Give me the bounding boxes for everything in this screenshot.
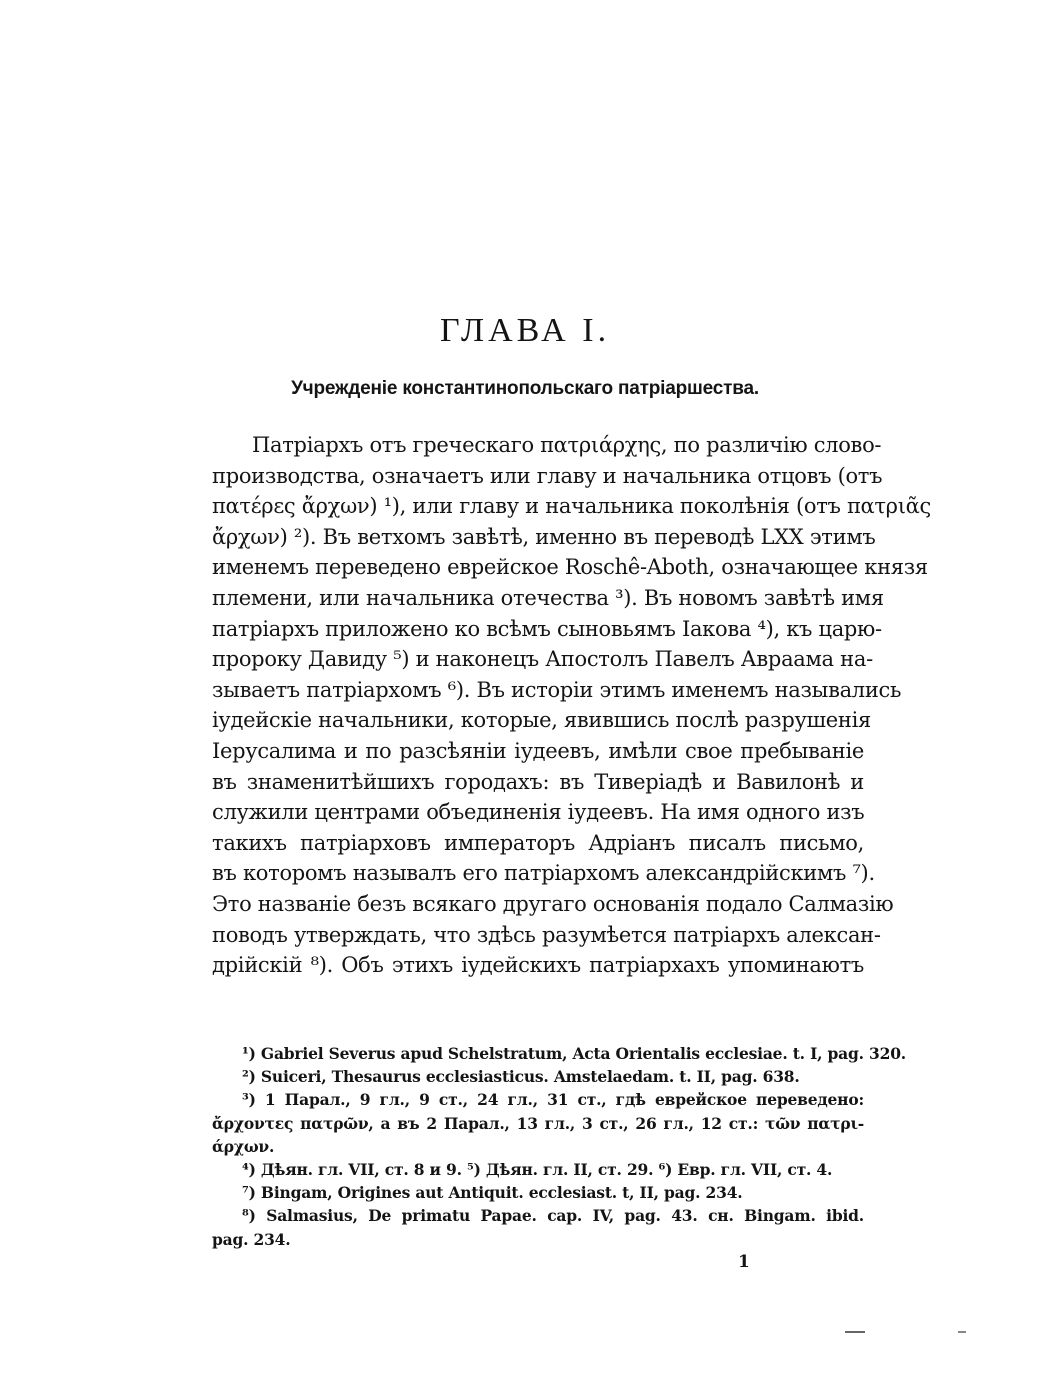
footnote-line: ἄρχοντες πατρῶν, а въ 2 Парал., 13 гл., 3 ст., 26 гл., 12 ст.: τῶν πατρι- bbox=[212, 1113, 864, 1133]
scan-artifact bbox=[958, 1331, 966, 1333]
body-line: производства, означаетъ или главу и начальника отцовъ (отъ bbox=[212, 463, 883, 488]
body-text bbox=[212, 430, 931, 981]
body-line: патріархъ приложено ко всѣмъ сыновьямъ Іакова ⁴), къ царю- bbox=[212, 616, 882, 641]
body-line: именемъ переведено еврейское Roschê-Aboth, означающее князя bbox=[212, 555, 928, 580]
footnote-line: ²) Suiceri, Thesaurus ecclesiasticus. Amstelaedam. t. II, pag. 638. bbox=[242, 1067, 800, 1087]
footnote-line: pag. 234. bbox=[212, 1229, 291, 1249]
footnote-line: ⁴) Дѣян. гл. VII, ст. 8 и 9. ⁵) Дѣян. гл. II, ст. 29. ⁶) Евр. гл. VII, ст. 4. bbox=[242, 1159, 833, 1179]
body-line: зываетъ патріархомъ ⁶). Въ исторіи этимъ именемъ назывались bbox=[212, 677, 902, 702]
body-line: пророку Давиду ⁵) и наконецъ Апостолъ Павелъ Авраама на- bbox=[212, 647, 873, 672]
body-line: Это названіе безъ всякаго другаго основанія подало Салмазію bbox=[212, 891, 894, 916]
body-line: поводъ утверждать, что здѣсь разумѣется патріархъ алексан- bbox=[212, 922, 881, 947]
footnote-line: ⁷) Bingam, Origines aut Antiquit. ecclesiast. t, II, pag. 234. bbox=[242, 1183, 743, 1203]
body-line: Іерусалима и по разсѣяніи іудеевъ, имѣли свое пребываніе bbox=[212, 738, 864, 763]
footnote-line: ¹) Gabriel Severus apud Schelstratum, Acta Orientalis ecclesiae. t. I, pag. 320. bbox=[242, 1044, 906, 1063]
body-line: въ знаменитѣйшихъ городахъ: въ Тиверіадѣ и Вавилонѣ и bbox=[212, 769, 864, 794]
body-line: Патріархъ отъ греческаго πατριάρχης, по различію слово- bbox=[252, 433, 882, 457]
scan-artifact bbox=[845, 1331, 865, 1333]
body-line: въ которомъ называлъ его патріархомъ александрійскимъ ⁷). bbox=[212, 861, 875, 886]
body-line: племени, или начальника отечества ³). Въ новомъ завѣтѣ имя bbox=[212, 585, 884, 610]
footnote-line: ³) 1 Парал., 9 гл., 9 ст., 24 гл., 31 ст., гдѣ еврейское переведено: bbox=[242, 1090, 864, 1110]
body-line: ἄρχων) ²). Въ ветхомъ завѣтѣ, именно въ переводѣ LXX этимъ bbox=[212, 524, 876, 549]
footnote-line: ⁸) Salmasius, De primatu Papae. cap. IV, pag. 43. cн. Bingam. ibid. bbox=[242, 1206, 864, 1226]
body-line: служили центрами объединенія іудеевъ. На имя одного изъ bbox=[212, 800, 865, 825]
chapter-title: ГЛАВА I. bbox=[439, 312, 611, 349]
body-line: такихъ патріарховъ императоръ Адріанъ писалъ письмо, bbox=[212, 830, 864, 855]
footnotes bbox=[212, 1042, 906, 1251]
page-number: 1 bbox=[738, 1252, 750, 1272]
footnote-line: άρχων. bbox=[212, 1136, 275, 1156]
body-line: дрійскій ⁸). Объ этихъ іудейскихъ патріархахъ упоминаютъ bbox=[212, 953, 864, 978]
chapter-subtitle: Учрежденіе константинопольскаго патріаршества. bbox=[291, 378, 759, 399]
body-line: іудейскіе начальники, которые, явившись послѣ разрушенія bbox=[212, 708, 871, 733]
body-line: πατέρες ἄρχων) ¹), или главу и начальника поколѣнія (отъ πατριᾶς bbox=[212, 494, 931, 519]
